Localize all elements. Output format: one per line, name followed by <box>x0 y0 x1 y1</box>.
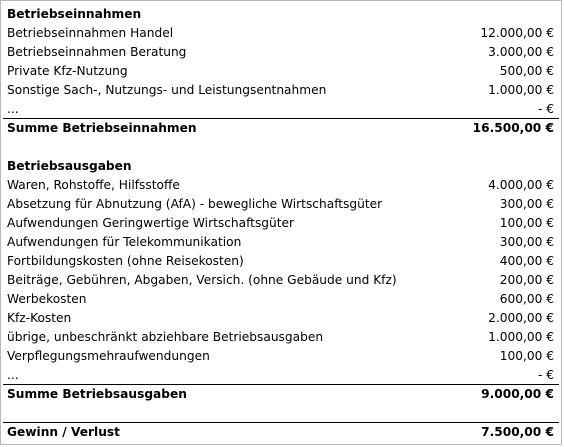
expense-value: 2.000,00 € <box>488 311 554 325</box>
expense-value: 100,00 € <box>499 216 554 230</box>
income-heading-row <box>1 5 561 24</box>
expense-row <box>1 233 561 252</box>
expense-value: 300,00 € <box>499 235 554 249</box>
expense-value: 600,00 € <box>499 292 554 306</box>
expense-label: Aufwendungen für Telekommunikation <box>7 235 242 249</box>
expense-row <box>1 214 561 233</box>
expense-label: Fortbildungskosten (ohne Reisekosten) <box>7 254 244 268</box>
income-value: 500,00 € <box>499 64 554 78</box>
expense-label: Waren, Rohstoffe, Hilfsstoffe <box>7 178 180 192</box>
expense-row <box>1 328 561 347</box>
income-value: 1.000,00 € <box>488 83 554 97</box>
expenses-total-row <box>1 385 561 404</box>
income-total-value: 16.500,00 € <box>472 121 554 135</box>
expense-value: 1.000,00 € <box>488 330 554 344</box>
expense-row <box>1 290 561 309</box>
expense-row <box>1 195 561 214</box>
expense-label: ... <box>7 368 19 382</box>
income-label: Sonstige Sach-, Nutzungs- und Leistungsentnahmen <box>7 83 327 97</box>
income-row <box>1 43 561 62</box>
expenses-total-value: 9.000,00 € <box>481 387 554 401</box>
expense-value: 300,00 € <box>499 197 554 211</box>
expenses-heading: Betriebsausgaben <box>7 159 132 173</box>
expense-value: 200,00 € <box>499 273 554 287</box>
expense-row <box>1 309 561 328</box>
income-value: 3.000,00 € <box>488 45 554 59</box>
income-row <box>1 100 561 119</box>
income-heading: Betriebseinnahmen <box>7 7 142 21</box>
expense-row <box>1 366 561 385</box>
expense-label: übrige, unbeschränkt abziehbare Betriebsausgaben <box>7 330 324 344</box>
expense-value: 4.000,00 € <box>488 178 554 192</box>
expense-label: Beiträge, Gebühren, Abgaben, Versich. (ohne Gebäude und Kfz) <box>7 273 397 287</box>
result-label: Gewinn / Verlust <box>7 425 120 439</box>
income-total-row <box>1 119 561 138</box>
income-total-label: Summe Betriebseinnahmen <box>7 121 197 135</box>
expense-value: 400,00 € <box>499 254 554 268</box>
income-value: - € <box>537 102 554 116</box>
expense-row <box>1 252 561 271</box>
expense-label: Verpflegungsmehraufwendungen <box>7 349 210 363</box>
expenses-heading-row <box>1 157 561 176</box>
expense-row <box>1 176 561 195</box>
expense-value: 100,00 € <box>499 349 554 363</box>
income-label: Betriebseinnahmen Handel <box>7 26 174 40</box>
expense-value: - € <box>537 368 554 382</box>
expense-row <box>1 347 561 366</box>
income-row <box>1 81 561 100</box>
expense-label: Absetzung für Abnutzung (AfA) - bewegliche Wirtschaftsgüter <box>7 197 383 211</box>
expense-row <box>1 271 561 290</box>
income-value: 12.000,00 € <box>480 26 554 40</box>
income-label: Private Kfz-Nutzung <box>7 64 128 78</box>
income-row <box>1 24 561 43</box>
expense-label: Kfz-Kosten <box>7 311 72 325</box>
expense-label: Aufwendungen Geringwertige Wirtschaftsgüter <box>7 216 295 230</box>
result-row <box>1 423 561 442</box>
income-label: Betriebseinnahmen Beratung <box>7 45 187 59</box>
expense-label: Werbekosten <box>7 292 87 306</box>
result-value: 7.500,00 € <box>481 425 554 439</box>
income-row <box>1 62 561 81</box>
expenses-total-label: Summe Betriebsausgaben <box>7 387 187 401</box>
income-label: ... <box>7 102 19 116</box>
